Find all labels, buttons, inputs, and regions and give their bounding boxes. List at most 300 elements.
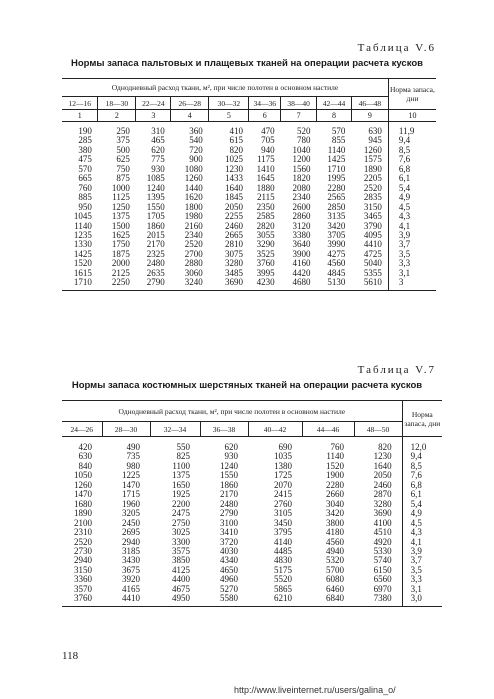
table1-cell: 750: [116, 163, 130, 174]
table1-cell: 410: [229, 126, 243, 136]
table2-cell: 4510: [373, 527, 392, 538]
table1-cell: 2280: [327, 182, 346, 193]
table1-cell: 2700: [184, 248, 203, 259]
table2-cell: 3,0: [402, 594, 442, 606]
table1-cell: 2205: [363, 173, 382, 184]
table2-cell: 4140: [274, 536, 292, 547]
table2-cell: 4,1: [402, 538, 442, 547]
table1-column-number: 8: [317, 110, 352, 122]
table1-cell: 465: [151, 135, 165, 146]
table2-row: [62, 437, 442, 453]
table1-cell: 2015: [146, 229, 165, 240]
table2-cell: 2480: [220, 498, 238, 509]
table1-column-number: 2: [98, 110, 136, 122]
table2-cell: 5700: [326, 564, 344, 575]
table2-cell: 3150: [74, 564, 92, 575]
table1-cell: 620: [151, 144, 165, 155]
table2-cell: 7,6: [402, 471, 442, 480]
table2-cell: 4560: [326, 536, 344, 547]
table1-cell: 3075: [224, 248, 243, 259]
table2-cell: 4950: [172, 593, 190, 604]
table1-cell: 1860: [146, 220, 165, 231]
table1-cell: 7,6: [388, 155, 436, 164]
table2-cell: 2760: [274, 498, 292, 509]
table1-cell: 4725: [363, 248, 382, 259]
table1-column-number: 1: [77, 111, 82, 120]
table2-cell: 1640: [373, 460, 392, 471]
table1-cell: 3: [388, 278, 436, 290]
table1-cell: 1875: [111, 248, 130, 259]
table2-caption: Таблица V.7: [357, 364, 436, 376]
table1-cell: 5,4: [388, 184, 436, 193]
table1-cell: 900: [189, 154, 203, 165]
table2-cell: 2475: [172, 508, 190, 519]
table1-cell: 1235: [73, 229, 92, 240]
table1-cell: 4560: [327, 258, 346, 269]
table1-subheader: 26—28: [171, 97, 209, 110]
table1-cell: 2350: [256, 201, 275, 212]
table2-cell: 735: [126, 451, 140, 462]
table1-caption: Таблица V.6: [357, 42, 436, 54]
table1-cell: 3,9: [388, 231, 436, 240]
table2-cell: 2310: [74, 527, 92, 538]
table1-cell: 3525: [256, 248, 275, 259]
table2-cell: 4100: [373, 517, 392, 528]
table1-cell: 2000: [111, 258, 130, 269]
table2-cell: 1715: [122, 489, 140, 500]
table1-cell: 1433: [224, 173, 243, 184]
table2-cell: 7380: [373, 593, 392, 604]
table1-cell: 2160: [184, 220, 203, 231]
table1-cell: 3150: [363, 201, 382, 212]
table2-cell: 2940: [74, 555, 92, 566]
table2-cell: 1230: [373, 451, 392, 462]
table2-cell: 3675: [122, 564, 140, 575]
table1-cell: 1085: [146, 173, 165, 184]
table2-cell: 5520: [274, 574, 292, 585]
table2-cell: 6840: [326, 593, 344, 604]
table1-header-main: Однодневный расход ткани, м², при числе полотен в основном настиле: [62, 79, 388, 97]
table1-cell: 5610: [363, 277, 382, 288]
table2-cell: 1960: [122, 498, 140, 509]
table1-cell: 1395: [146, 192, 165, 203]
table1-cell: 2565: [327, 192, 346, 203]
table2-cell: 1375: [172, 470, 190, 481]
table1-cell: 1080: [184, 163, 203, 174]
table1-subheader: 46—48: [351, 97, 388, 110]
table2-cell: 2520: [74, 536, 92, 547]
table1-cell: 9,4: [388, 136, 436, 145]
table1-cell: 3420: [327, 220, 346, 231]
table1-cell: 1375: [111, 211, 130, 222]
table2-cell: 4340: [220, 555, 238, 566]
table1-cell: 520: [297, 126, 311, 136]
table1-cell: 1550: [146, 201, 165, 212]
table1-cell: 855: [331, 135, 346, 146]
table2-cell: 3850: [172, 555, 190, 566]
table1-cell: 885: [78, 192, 92, 203]
table1-cell: 2880: [184, 258, 203, 269]
table1-cell: 760: [78, 182, 92, 193]
table1-column-number: 9: [351, 110, 388, 122]
table1-row: [62, 122, 436, 137]
table1-cell: 2115: [256, 192, 275, 203]
table2-cell: 1470: [122, 479, 140, 490]
table1-cell: 875: [116, 173, 130, 184]
table2-cell: 4410: [122, 593, 140, 604]
table1-cell: 4410: [363, 239, 382, 250]
table2-subheader: 28—30: [102, 422, 150, 437]
table2-subheader: 24—26: [70, 424, 93, 434]
table2-cell: 1650: [172, 479, 190, 490]
table1-cell: 475: [78, 154, 92, 165]
table1-cell: 2600: [292, 201, 311, 212]
table2-cell: 3,1: [402, 585, 442, 594]
table1-cell: 3790: [363, 220, 382, 231]
table1-cell: 3990: [327, 239, 346, 250]
table1-column-number: 6: [249, 110, 281, 122]
table1-cell: 3465: [363, 211, 382, 222]
table2-cell: 6150: [373, 564, 392, 575]
table1-cell: 570: [331, 126, 346, 136]
table2-cell: 840: [78, 460, 92, 471]
table2-cell: 2070: [274, 479, 292, 490]
table2-cell: 2200: [172, 498, 190, 509]
table2-header-norm: Норма запаса, дни: [402, 401, 442, 437]
table1-cell: 1705: [146, 211, 165, 222]
table1-cell: 540: [189, 135, 203, 146]
table2-cell: 3795: [274, 527, 292, 538]
table2-cell: 1725: [274, 470, 292, 481]
table2-cell: 630: [78, 451, 92, 462]
table1-cell: 3485: [224, 267, 243, 278]
table1-cell: 1260: [363, 144, 382, 155]
table1-cell: 2325: [146, 248, 165, 259]
table2-cell: 1900: [326, 470, 344, 481]
table2-cell: 3040: [326, 498, 344, 509]
table1-column-number: 10: [388, 110, 436, 122]
table2-cell: 4165: [122, 583, 140, 594]
table1-cell: 1750: [111, 239, 130, 250]
table2-cell: 3,9: [402, 547, 442, 556]
table2-cell: 3420: [326, 508, 344, 519]
table2-cell: 4830: [274, 555, 292, 566]
table1-cell: 2835: [363, 192, 382, 203]
table1-subheader: 38—40: [281, 97, 317, 110]
table1-cell: 3055: [256, 229, 275, 240]
table2-cell: 3570: [74, 583, 92, 594]
table1-cell: 2860: [292, 211, 311, 222]
table1-cell: 4,5: [388, 203, 436, 212]
table1-cell: 4420: [292, 267, 311, 278]
table1-subheader: 18—30: [98, 97, 136, 110]
table1-cell: 1240: [146, 182, 165, 193]
table1-cell: 1500: [111, 220, 130, 231]
table1-cell: 285: [78, 135, 92, 146]
table2-cell: 5,4: [402, 500, 442, 509]
table1-cell: 570: [78, 163, 92, 174]
table2-cell: 6,8: [402, 481, 442, 490]
table1-cell: 615: [229, 135, 243, 146]
table2-cell: 4180: [326, 527, 344, 538]
table1-cell: 2255: [224, 211, 243, 222]
table1-cell: 1260: [184, 173, 203, 184]
table2-cell: 3575: [172, 545, 190, 556]
table2-cell: 2460: [373, 479, 392, 490]
table2-subheader: 48—50: [354, 422, 402, 437]
table2-cell: 3720: [220, 536, 238, 547]
table2-cell: 6460: [326, 583, 344, 594]
table1-cell: 720: [189, 144, 203, 155]
table2-cell: 2790: [220, 508, 238, 519]
table1-cell: 1645: [256, 173, 275, 184]
table2-cell: 6080: [326, 574, 344, 585]
table1-cell: 4230: [256, 277, 275, 288]
table2-cell: 1925: [172, 489, 190, 500]
table2-cell: 620: [224, 442, 238, 452]
table2-cell: 2940: [122, 536, 140, 547]
table2-header-main: Однодневный расход ткани, м², при числе полотен в основном настиле: [62, 401, 402, 422]
table2-cell: 5320: [326, 555, 344, 566]
table2-cell: 1050: [74, 470, 92, 481]
table2-cell: 1260: [74, 479, 92, 490]
table2-cell: 420: [78, 442, 92, 452]
table2-cell: 820: [378, 442, 392, 452]
table1-cell: 3900: [292, 248, 311, 259]
table2-cell: 2280: [326, 479, 344, 490]
table1-cell: 3705: [327, 229, 346, 240]
table1-cell: 2850: [327, 201, 346, 212]
table1-cell: 3135: [327, 211, 346, 222]
table1-cell: 630: [368, 126, 382, 136]
table2-cell: 3,5: [402, 566, 442, 575]
table2-cell: 1520: [326, 460, 344, 471]
table1-cell: 2665: [224, 229, 243, 240]
table2-cell: 1035: [274, 451, 292, 462]
table2-cell: 1140: [326, 451, 344, 462]
table2-cell: 3,3: [402, 575, 442, 584]
table1-cell: 1175: [256, 154, 275, 165]
table2-cell: 2730: [74, 545, 92, 556]
table1-cell: 6,1: [388, 174, 436, 183]
table2-cell: 2450: [122, 517, 140, 528]
table1-cell: 3,3: [388, 259, 436, 268]
table1-title: Нормы запаса пальтовых и плащевых тканей на операции расчета кусков: [71, 58, 423, 69]
table1-cell: 1200: [292, 154, 311, 165]
table1-cell: 4,1: [388, 222, 436, 231]
table1-cell: 5040: [363, 258, 382, 269]
table2-cell: 2695: [122, 527, 140, 538]
table1-cell: 1140: [74, 220, 92, 231]
table1-cell: 1820: [292, 173, 311, 184]
table1-cell: 2340: [184, 229, 203, 240]
table1-cell: 5355: [363, 267, 382, 278]
table1-cell: 820: [229, 144, 243, 155]
table2-cell: 1860: [220, 479, 238, 490]
table2-cell: 4920: [373, 536, 392, 547]
table2-cell: 2170: [220, 489, 238, 500]
table1-cell: 8,5: [388, 146, 436, 155]
table1-cell: 1890: [363, 163, 382, 174]
table1-cell: 1330: [73, 239, 92, 250]
table1-cell: 2250: [111, 277, 130, 288]
table2-cell: 1225: [122, 470, 140, 481]
table2-cell: 5580: [220, 593, 238, 604]
table2-cell: 4,5: [402, 519, 442, 528]
table2-cell: 6560: [373, 574, 392, 585]
table1-cell: 500: [116, 144, 130, 155]
table1-cell: 1520: [73, 258, 92, 269]
table1-cell: 1880: [256, 182, 275, 193]
table1-subheader: 22—24: [136, 97, 171, 110]
table1-header-norm: Норма запаса, дни: [388, 79, 436, 110]
table1-cell: 4,3: [388, 212, 436, 221]
table1-cell: 3380: [292, 229, 311, 240]
table2-cell: 3205: [122, 508, 140, 519]
table1-cell: 1250: [111, 201, 130, 212]
table1-cell: 1995: [327, 173, 346, 184]
table2-cell: 3,7: [402, 556, 442, 565]
table1-cell: 3,5: [388, 250, 436, 259]
table2-subheader: 32—34: [150, 422, 200, 437]
table1-subheader: 30—32: [209, 97, 249, 110]
table1-cell: 4160: [292, 258, 311, 269]
table2-cell: 3920: [122, 574, 140, 585]
table1-cell: 250: [116, 126, 130, 136]
table2-cell: 5740: [373, 555, 392, 566]
table1-cell: 380: [78, 144, 92, 155]
table1-cell: 4275: [327, 248, 346, 259]
table2-cell: 8,5: [402, 462, 442, 471]
table2-cell: 6,1: [402, 490, 442, 499]
table1-cell: 1640: [224, 182, 243, 193]
table2-cell: 550: [176, 442, 190, 452]
table1-cell: 1425: [327, 154, 346, 165]
table1-cell: 3,1: [388, 269, 436, 278]
table2-cell: 1550: [220, 470, 238, 481]
table2-cell: 3360: [74, 574, 92, 585]
table1-cell: 2585: [256, 211, 275, 222]
table1-cell: 3120: [292, 220, 311, 231]
table2-cell: 3025: [172, 527, 190, 538]
table2-cell: 4,3: [402, 528, 442, 537]
table1-cell: 950: [78, 201, 92, 212]
table1-cell: 945: [368, 135, 382, 146]
table1-cell: 775: [151, 154, 165, 165]
table2-cell: 4485: [274, 545, 292, 556]
table2-cell: 6970: [373, 583, 392, 594]
table1-cell: 940: [261, 144, 275, 155]
table1-cell: 3760: [256, 258, 275, 269]
table2-cell: 690: [278, 442, 292, 452]
table2-cell: 6210: [274, 593, 292, 604]
table2-cell: 2415: [274, 489, 292, 500]
table1-cell: 4680: [292, 277, 311, 288]
table2-subheader: 40—42: [248, 422, 302, 437]
table1-cell: 2635: [146, 267, 165, 278]
table1-cell: 1410: [256, 163, 275, 174]
table1-cell: 2480: [146, 258, 165, 269]
table1-cell: 780: [297, 135, 311, 146]
table1-cell: 11,9: [388, 122, 436, 137]
table1-cell: 1230: [224, 163, 243, 174]
table2-cell: 1380: [274, 460, 292, 471]
table1-cell: 310: [151, 126, 165, 136]
table1-cell: 2810: [224, 239, 243, 250]
table2-cell: 2870: [373, 489, 392, 500]
table1: [62, 78, 436, 291]
table1-cell: 3,7: [388, 240, 436, 249]
table1-cell: 930: [151, 163, 165, 174]
table2: [62, 400, 442, 607]
table2-cell: 4960: [220, 574, 238, 585]
table1-cell: 1125: [112, 192, 130, 203]
table2-cell: 3185: [122, 545, 140, 556]
table1-cell: 2050: [224, 201, 243, 212]
table2-cell: 5865: [274, 583, 292, 594]
table2-cell: 4940: [326, 545, 344, 556]
table1-cell: 1000: [111, 182, 130, 193]
table1-cell: 1710: [327, 163, 346, 174]
table2-cell: 3690: [373, 508, 392, 519]
table1-row: [62, 278, 436, 290]
table2-cell: 760: [330, 442, 344, 452]
table2-cell: 3760: [74, 593, 92, 604]
table2-cell: 4,9: [402, 509, 442, 518]
table1-cell: 1710: [73, 277, 92, 288]
table1-cell: 2080: [292, 182, 311, 193]
table1-cell: 4845: [327, 267, 346, 278]
table2-row: [62, 594, 442, 606]
table2-cell: 4030: [220, 545, 238, 556]
table1-cell: 360: [189, 126, 203, 136]
table2-cell: 9,4: [402, 452, 442, 461]
table1-cell: 3060: [184, 267, 203, 278]
table1-cell: 665: [78, 173, 92, 184]
table2-cell: 5330: [373, 545, 392, 556]
table1-cell: 3290: [256, 239, 275, 250]
table2-cell: 2050: [373, 470, 392, 481]
table1-cell: 2460: [224, 220, 243, 231]
table1-cell: 1615: [73, 267, 92, 278]
table2-cell: 3100: [220, 517, 238, 528]
table1-cell: 1560: [292, 163, 311, 174]
table2-cell: 3410: [220, 527, 238, 538]
table1-cell: 1800: [184, 201, 203, 212]
table1-column-number: 5: [209, 110, 249, 122]
table1-cell: 1045: [73, 211, 92, 222]
table1-cell: 2820: [256, 220, 275, 231]
table1-cell: 5130: [327, 277, 346, 288]
table2-cell: 3300: [172, 536, 190, 547]
table2-cell: 4675: [172, 583, 190, 594]
table2-cell: 1240: [220, 460, 238, 471]
table2-cell: 5175: [274, 564, 292, 575]
table2-cell: 4650: [220, 564, 238, 575]
table2-cell: 1100: [172, 460, 190, 471]
table1-cell: 1425: [73, 248, 92, 259]
table1-subheader: 34—36: [249, 97, 281, 110]
table2-subheader: 44—46: [302, 422, 354, 437]
table1-cell: 3240: [184, 277, 203, 288]
footer-url: http://www.liveinternet.ru/users/galina_o/: [234, 685, 396, 695]
page-number: 118: [62, 650, 79, 662]
table1-column-number: 3: [136, 110, 171, 122]
table2-cell: 930: [224, 451, 238, 462]
table2-cell: 3430: [122, 555, 140, 566]
table2-cell: 3800: [326, 517, 344, 528]
table2-cell: 1890: [74, 508, 92, 519]
